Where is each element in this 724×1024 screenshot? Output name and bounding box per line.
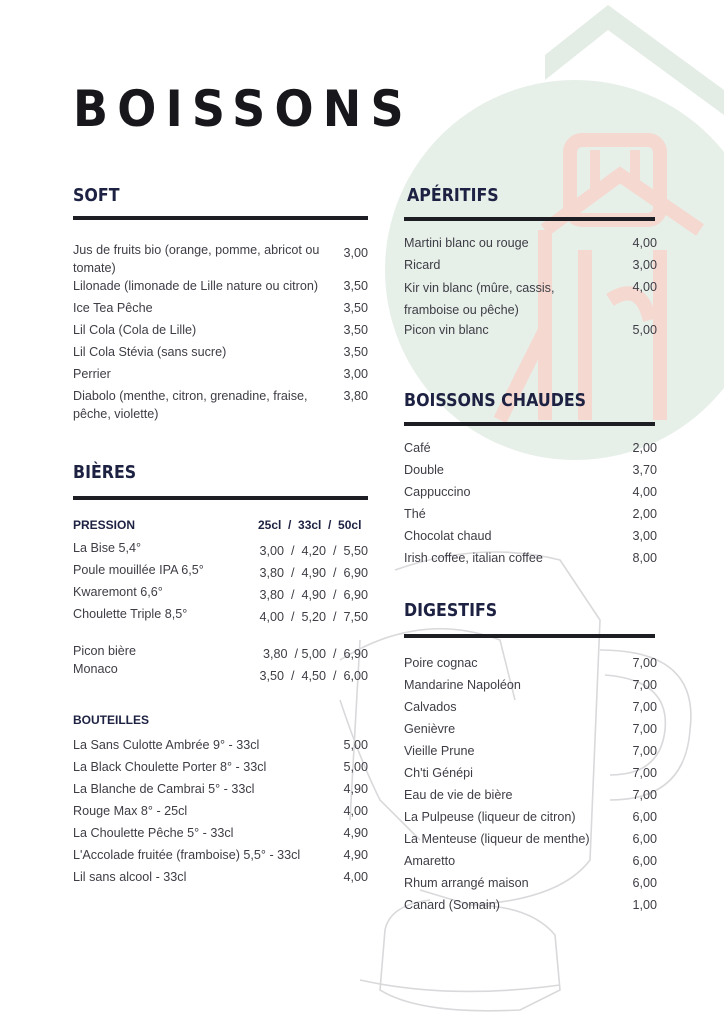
- item-price: 7,00: [632, 788, 657, 802]
- item-price: 3,00: [343, 367, 368, 381]
- item-price: 4,00: [632, 236, 657, 250]
- item-price: 3,70: [632, 463, 657, 477]
- item-name: Chocolat chaud: [404, 529, 492, 543]
- bieres-divider: [73, 496, 368, 500]
- item-name: Ch'ti Génépi: [404, 766, 473, 780]
- item-price: 1,00: [632, 898, 657, 912]
- item-name: Double: [404, 463, 444, 477]
- page-title: BOISSONS: [73, 80, 413, 138]
- pression-sizes: 25cl / 33cl / 50cl: [258, 518, 362, 532]
- item-price: 5,00: [632, 323, 657, 337]
- digestifs-heading: DIGESTIFS: [404, 600, 498, 621]
- item-name: Poire cognac: [404, 656, 478, 670]
- item-price: 7,00: [632, 678, 657, 692]
- item-price: 7,00: [632, 656, 657, 670]
- item-price: 5,00: [343, 760, 368, 774]
- item-price: 4,00: [632, 280, 657, 294]
- item-price: 4,00: [632, 485, 657, 499]
- item-price: 3,00: [632, 529, 657, 543]
- item-price: 4,00 / 5,20 / 7,50: [259, 610, 368, 624]
- item-name: Ice Tea Pêche: [73, 301, 153, 315]
- digestifs-divider: [404, 634, 655, 638]
- item-name: Thé: [404, 507, 426, 521]
- item-name: Perrier: [73, 367, 111, 381]
- item-name: La Sans Culotte Ambrée 9° - 33cl: [73, 738, 260, 752]
- item-price: 7,00: [632, 722, 657, 736]
- item-price: 7,00: [632, 766, 657, 780]
- boissons-chaudes-heading: BOISSONS CHAUDES: [404, 390, 587, 411]
- item-name: Ricard: [404, 258, 441, 272]
- item-name: Rhum arrangé maison: [404, 876, 529, 890]
- item-price: 2,00: [632, 441, 657, 455]
- item-name: Genièvre: [404, 722, 456, 736]
- item-name: Cappuccino: [404, 485, 471, 499]
- pression-label: PRESSION: [73, 518, 136, 532]
- bouteilles-label: BOUTEILLES: [73, 713, 150, 727]
- item-name: La Blanche de Cambrai 5° - 33cl: [73, 782, 255, 796]
- item-name: Picon bière: [73, 644, 137, 658]
- item-price: 7,00: [632, 744, 657, 758]
- item-name: La Pulpeuse (liqueur de citron): [404, 810, 576, 824]
- item-name: Lilonade (limonade de Lille nature ou citron): [73, 279, 319, 293]
- item-price: 6,00: [632, 832, 657, 846]
- item-price: 8,00: [632, 551, 657, 565]
- boissons-chaudes-divider: [404, 422, 655, 426]
- item-name: Choulette Triple 8,5°: [73, 607, 188, 621]
- item-name: Rouge Max 8° - 25cl: [73, 804, 188, 818]
- item-price: 2,00: [632, 507, 657, 521]
- item-name: La Bise 5,4°: [73, 541, 142, 555]
- item-name: La Menteuse (liqueur de menthe): [404, 832, 590, 846]
- item-name: Eau de vie de bière: [404, 788, 513, 802]
- item-price: 3,80: [343, 389, 368, 403]
- item-price: 4,90: [343, 826, 368, 840]
- item-name: Mandarine Napoléon: [404, 678, 521, 692]
- item-name: Lil Cola Stévia (sans sucre): [73, 345, 227, 359]
- item-name: Kwaremont 6,6°: [73, 585, 163, 599]
- menu-item: [73, 240, 368, 276]
- item-price: 3,50: [343, 301, 368, 315]
- item-price: 3,00 / 4,20 / 5,50: [259, 544, 368, 558]
- item-price: 6,00: [632, 854, 657, 868]
- item-price: 3,00: [632, 258, 657, 272]
- aperitifs-divider: [404, 217, 655, 221]
- item-name: Jus de fruits bio (orange, pomme, abricot ou tomate): [73, 243, 320, 275]
- item-name: La Choulette Pêche 5° - 33cl: [73, 826, 234, 840]
- item-price: 5,00: [343, 738, 368, 752]
- item-price: 4,00: [343, 870, 368, 884]
- item-name: Canard (Somain): [404, 898, 500, 912]
- item-price: 3,00: [343, 246, 368, 260]
- aperitifs-heading: APÉRITIFS: [407, 185, 499, 206]
- item-price: 3,50 / 4,50 / 6,00: [259, 669, 368, 683]
- item-name: Poule mouillée IPA 6,5°: [73, 563, 204, 577]
- item-name: Calvados: [404, 700, 457, 714]
- item-price: 3,50: [343, 279, 368, 293]
- item-name: Amaretto: [404, 854, 456, 868]
- item-price: 6,00: [632, 876, 657, 890]
- bieres-heading: BIÈRES: [73, 462, 137, 483]
- item-price: 3,80 / 4,90 / 6,90: [259, 588, 368, 602]
- item-name: Monaco: [73, 662, 118, 676]
- item-price: 7,00: [632, 700, 657, 714]
- item-name: Irish coffee, italian coffee: [404, 551, 543, 565]
- item-price: 4,90: [343, 848, 368, 862]
- item-price: 4,90: [343, 782, 368, 796]
- item-name: Lil Cola (Cola de Lille): [73, 323, 197, 337]
- soft-divider: [73, 216, 368, 220]
- item-name: Vieille Prune: [404, 744, 475, 758]
- item-price: 3,80 / 4,90 / 6,90: [259, 566, 368, 580]
- item-price: 3,80 / 5,00 / 6,90: [262, 647, 368, 661]
- item-price: 4,00: [343, 804, 368, 818]
- item-name: Diabolo (menthe, citron, grenadine, fraise, pêche, violette): [73, 389, 308, 421]
- item-name: Kir vin blanc (mûre, cassis, framboise ou pêche): [404, 281, 555, 317]
- soft-heading: SOFT: [73, 185, 120, 206]
- menu-item: [73, 386, 368, 422]
- menu-item: [404, 277, 657, 321]
- item-name: Café: [404, 441, 431, 455]
- item-name: Lil sans alcool - 33cl: [73, 870, 187, 884]
- item-name: Martini blanc ou rouge: [404, 236, 529, 250]
- item-price: 3,50: [343, 323, 368, 337]
- item-name: Picon vin blanc: [404, 323, 489, 337]
- item-name: L'Accolade fruitée (framboise) 5,5° - 33cl: [73, 848, 301, 862]
- item-price: 3,50: [343, 345, 368, 359]
- item-price: 6,00: [632, 810, 657, 824]
- item-name: La Black Choulette Porter 8° - 33cl: [73, 760, 267, 774]
